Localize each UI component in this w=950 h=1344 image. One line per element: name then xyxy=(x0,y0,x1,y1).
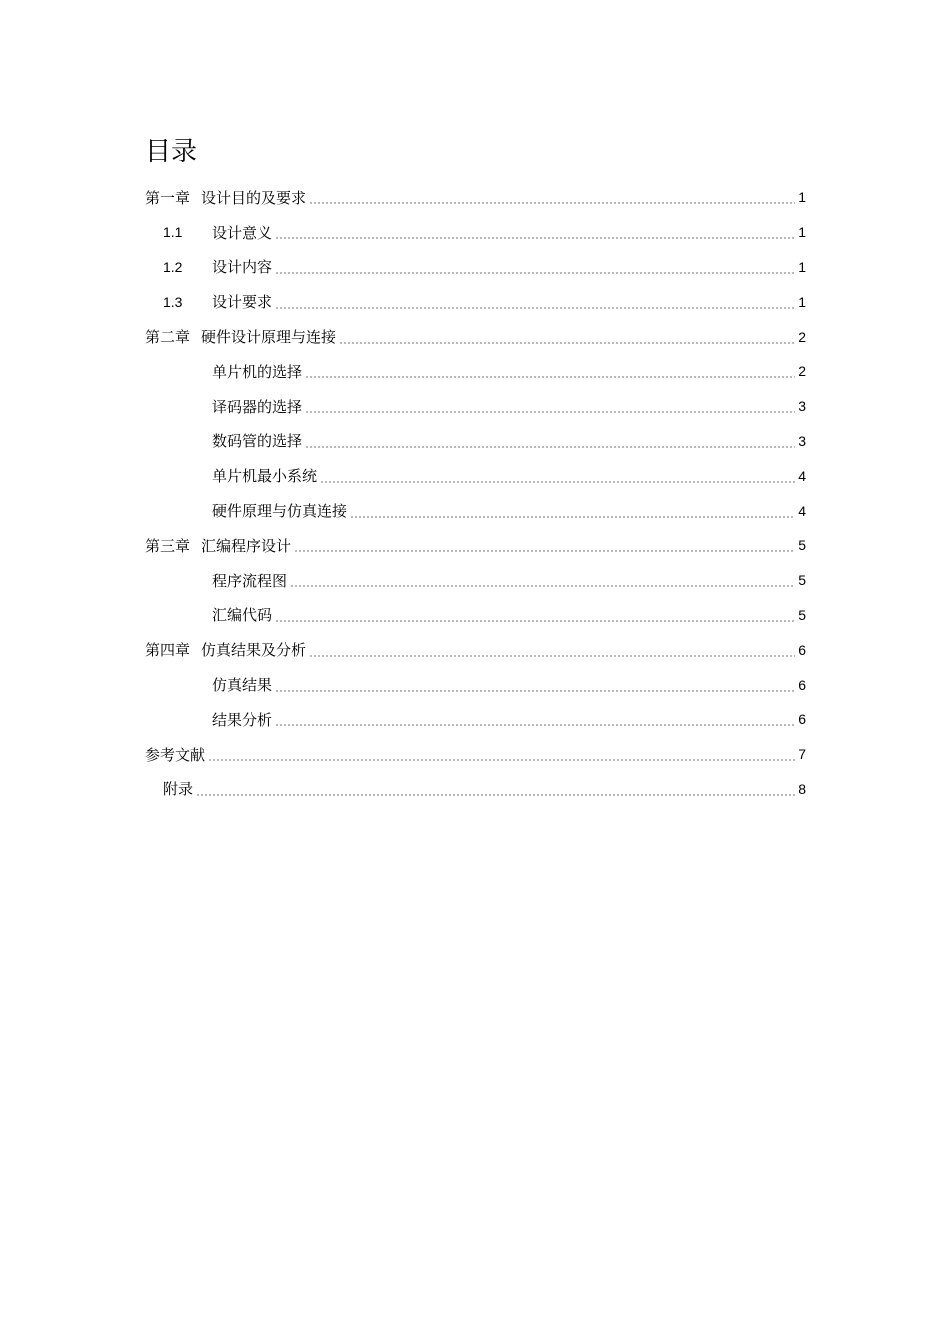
toc-entry-page: 3 xyxy=(798,398,806,415)
dot-leader xyxy=(320,481,795,483)
toc-entry-label: 仿真结果 xyxy=(212,676,273,695)
dot-leader xyxy=(305,376,795,378)
toc-entry-label: 设计意义 xyxy=(212,223,273,242)
dot-leader xyxy=(305,446,795,448)
toc-entry-page: 1 xyxy=(798,293,806,310)
toc-entry-page: 6 xyxy=(798,641,806,658)
toc-entry-simulation-results[interactable] xyxy=(145,667,806,702)
dot-leader xyxy=(275,237,795,239)
toc-entry-label: 参考文献 xyxy=(145,745,206,764)
toc-entry-label: 硬件原理与仿真连接 xyxy=(212,502,348,521)
toc-entry-label: 结果分析 xyxy=(212,710,273,729)
toc-entry-page: 5 xyxy=(798,606,806,623)
toc-entry-page: 4 xyxy=(798,467,806,484)
toc-entry-page: 1 xyxy=(798,189,806,206)
toc-entry-page: 5 xyxy=(798,572,806,589)
toc-entry-result-analysis[interactable] xyxy=(145,702,806,737)
dot-leader xyxy=(275,307,795,309)
toc-entry-label: 单片机最小系统 xyxy=(212,467,318,486)
toc-entry-display-selection[interactable] xyxy=(145,424,806,459)
dot-leader xyxy=(309,202,795,204)
toc-entry-appendix[interactable] xyxy=(145,772,806,807)
dot-leader xyxy=(275,272,795,274)
toc-entry-page: 3 xyxy=(798,432,806,449)
dot-leader xyxy=(290,585,795,587)
toc-entry-label: 数码管的选择 xyxy=(212,432,303,451)
toc-entry-label: 汇编代码 xyxy=(212,606,273,625)
toc-entry-assembly-code[interactable] xyxy=(145,598,806,633)
toc-entry-prefix: 第二章 xyxy=(145,328,191,347)
toc-entry-page: 2 xyxy=(798,328,806,345)
toc-entry-label: 设计内容 xyxy=(212,258,273,277)
toc-entry-number: 1.1 xyxy=(163,224,183,241)
dot-leader xyxy=(196,794,795,796)
toc-entry-label: 仿真结果及分析 xyxy=(201,641,307,660)
dot-leader xyxy=(208,759,795,761)
dot-leader xyxy=(339,342,795,344)
toc-entry-flowchart[interactable] xyxy=(145,563,806,598)
toc-entry-1-3[interactable] xyxy=(145,284,806,319)
toc-entry-prefix: 第三章 xyxy=(145,536,191,555)
toc-entry-page: 2 xyxy=(798,363,806,380)
toc-entry-page: 7 xyxy=(798,746,806,763)
dot-leader xyxy=(275,620,795,622)
toc-entry-label: 设计目的及要求 xyxy=(201,188,307,207)
dot-leader xyxy=(275,690,795,692)
toc-entry-chapter-2[interactable] xyxy=(145,319,806,354)
toc-entry-1-1[interactable] xyxy=(145,215,806,250)
toc-entry-page: 4 xyxy=(798,502,806,519)
dot-leader xyxy=(305,411,795,413)
toc-entry-1-2[interactable] xyxy=(145,250,806,285)
toc-entry-number: 1.2 xyxy=(163,258,183,275)
toc-title: 目录 xyxy=(145,137,198,167)
toc-entry-label: 硬件设计原理与连接 xyxy=(201,328,337,347)
dot-leader xyxy=(275,724,795,726)
toc-entry-label: 译码器的选择 xyxy=(212,397,303,416)
toc-entry-page: 1 xyxy=(798,258,806,275)
toc-entry-page: 6 xyxy=(798,711,806,728)
toc-entry-label: 附录 xyxy=(163,780,194,799)
toc-entry-chapter-3[interactable] xyxy=(145,528,806,563)
toc-entry-chapter-1[interactable] xyxy=(145,180,806,215)
toc-entry-page: 5 xyxy=(798,537,806,554)
toc-entry-label: 设计要求 xyxy=(212,293,273,312)
dot-leader xyxy=(294,550,795,552)
dot-leader xyxy=(309,655,795,657)
toc-entry-prefix: 第四章 xyxy=(145,641,191,660)
dot-leader xyxy=(350,516,795,518)
toc-entry-hardware-simulation[interactable] xyxy=(145,493,806,528)
toc-entry-prefix: 第一章 xyxy=(145,188,191,207)
toc-entry-label: 单片机的选择 xyxy=(212,362,303,381)
toc-entry-decoder-selection[interactable] xyxy=(145,389,806,424)
toc-entry-label: 汇编程序设计 xyxy=(201,536,292,555)
toc-entry-chapter-4[interactable] xyxy=(145,632,806,667)
toc-entry-minimum-system[interactable] xyxy=(145,458,806,493)
toc-entry-mcu-selection[interactable] xyxy=(145,354,806,389)
toc-entry-page: 8 xyxy=(798,780,806,797)
toc-entry-page: 6 xyxy=(798,676,806,693)
toc-entry-page: 1 xyxy=(798,224,806,241)
toc-entry-number: 1.3 xyxy=(163,293,183,310)
toc-entry-references[interactable] xyxy=(145,737,806,772)
toc-entry-label: 程序流程图 xyxy=(212,571,288,590)
